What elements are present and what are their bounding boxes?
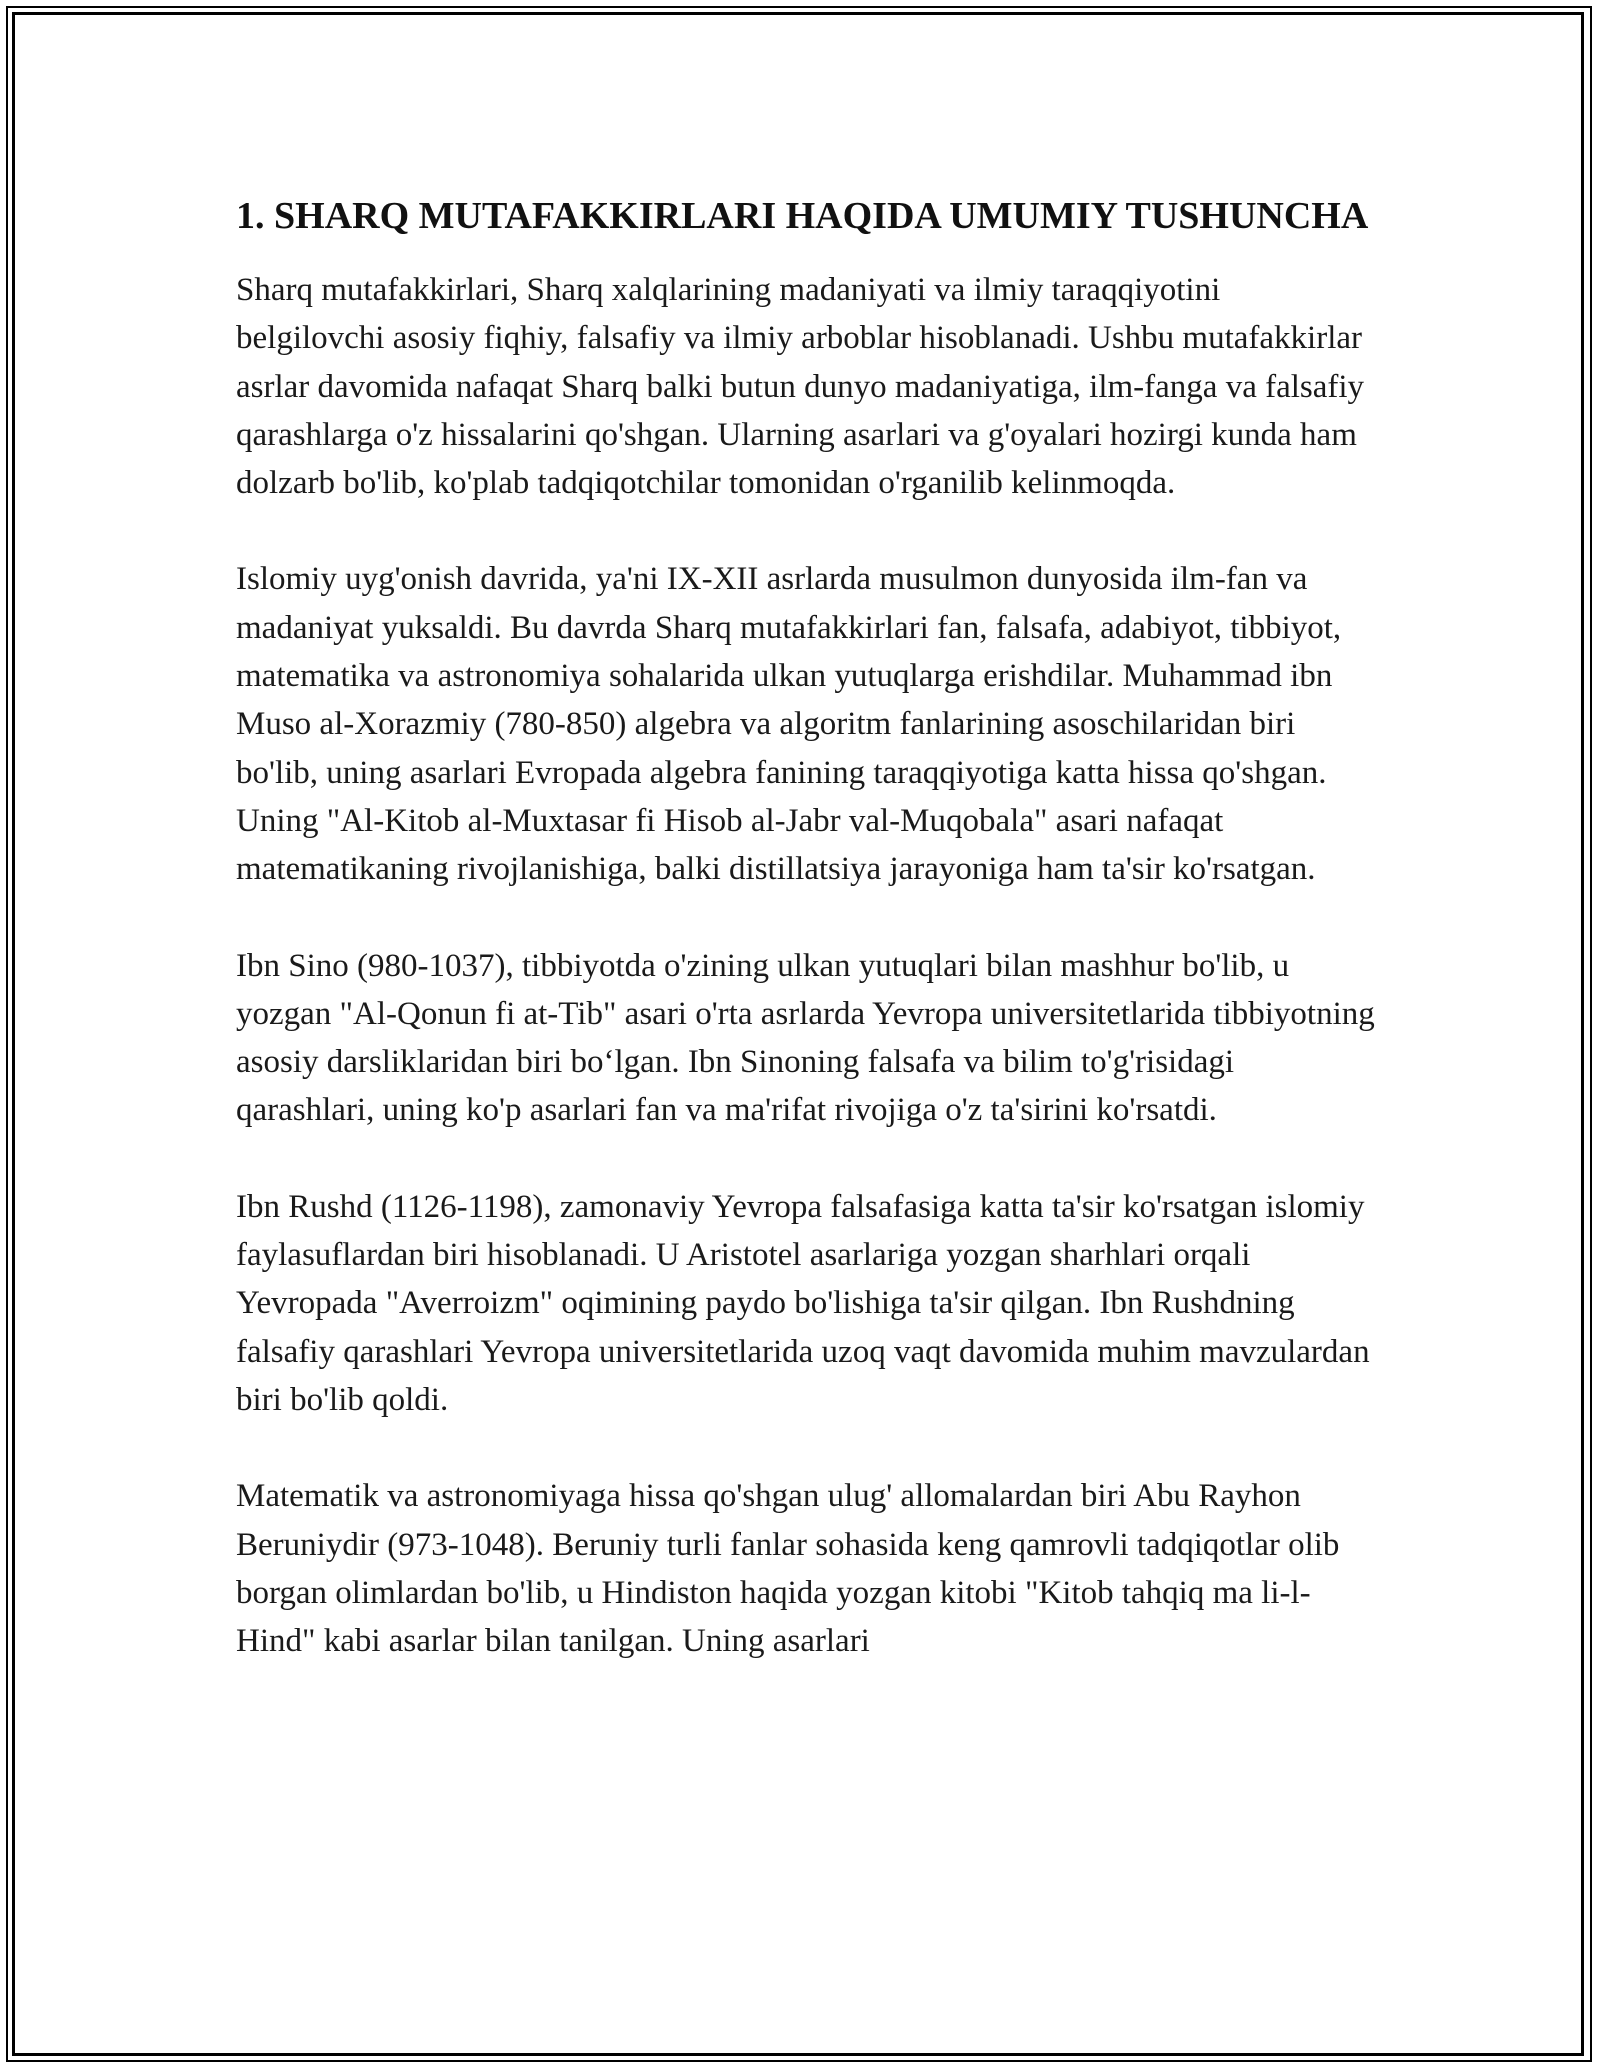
paragraph-ibn-sino: Ibn Sino (980-1037), tibbiyotda o'zining ulkan yutuqlari bilan mashhur bo'lib, u yozgan "Al-Qonun fi at-Tib" asari o'rta asrlarda Yevropa universitetlarida tibbiyotning asosiy darsliklaridan biri bo‘lgan. Ibn Sinoning falsafa va bilim to'g'risidagi qarashlari, uning ko'p asarlari fan va ma'rifat rivojiga o'z ta'sirini ko'rsatdi. (236, 947, 1375, 1129)
paragraph-ibn-rushd: Ibn Rushd (1126-1198), zamonaviy Yevropa falsafasiga katta ta'sir ko'rsatgan islomiy faylasuflardan biri hisoblanadi. U Aristotel asarlariga yozgan sharhlari orqali Yevropada "Averroizm" oqimining paydo bo'lishiga ta'sir qilgan. Ibn Rushdning falsafiy qarashlari Yevropa universitetlarida uzoq vaqt davomida muhim mavzulardan biri bo'lib qoldi. (236, 1188, 1370, 1418)
section-heading: 1. SHARQ MUTAFAKKIRLARI HAQIDA UMUMIY TUSHUNCHA (236, 195, 1369, 237)
paragraph-islamic-renaissance: Islomiy uyg'onish davrida, ya'ni IX-XII asrlarda musulmon dunyosida ilm-fan va madaniyat yuksaldi. Bu davrda Sharq mutafakkirlari fan, falsafa, adabiyot, tibbiyot, matematika va astronomiya sohalarida ulkan yutuqlarga erishdilar. Muhammad ibn Muso al-Xorazmiy (780-850) algebra va algoritm fanlarining asoschilaridan biri bo'lib, uning asarlari Evropada algebra fanining taraqqiyotiga katta hissa qo'shgan. Uning "Al-Kitob al-Muxtasar fi Hisob al-Jabr val-Muqobala" asari nafaqat matematikaning rivojlanishiga, balki distillatsiya jarayoniga ham ta'sir ko'rsatgan. (236, 561, 1342, 888)
document-body (236, 188, 1376, 1713)
paragraph-intro: Sharq mutafakkirlari, Sharq xalqlarining madaniyati va ilmiy taraqqiyotini belgilovchi asosiy fiqhiy, falsafiy va ilmiy arboblar hisoblanadi. Ushbu mutafakkirlar asrlar davomida nafaqat Sharq balki butun dunyo madaniyatiga, ilm-fanga va falsafiy qarashlarga o'z hissalarini qo'shgan. Ularning asarlari va g'oyalari hozirgi kunda ham dolzarb bo'lib, ko'plab tadqiqotchilar tomonidan o'rganilib kelinmoqda. (236, 272, 1365, 502)
paragraph-beruniy: Matematik va astronomiyaga hissa qo'shgan ulug' allomalardan biri Abu Rayhon Beruniydir (973-1048). Beruniy turli fanlar sohasida keng qamrovli tadqiqotlar olib borgan olimlardan bo'lib, u Hindiston haqida yozgan kitobi "Kitob tahqiq ma li-l-Hind" kabi asarlar bilan tanilgan. Uning asarlari (236, 1478, 1340, 1660)
